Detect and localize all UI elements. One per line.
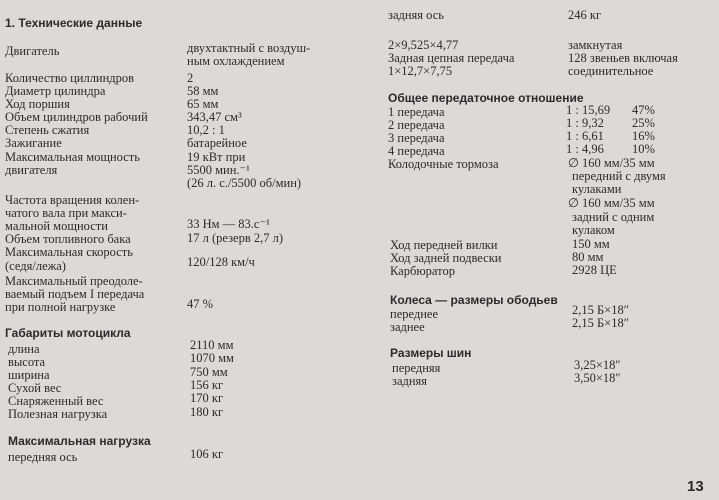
rear-axle-value: 246 кг bbox=[568, 8, 602, 22]
tire-rear-value: 3,50×18″ bbox=[574, 371, 621, 385]
curb-weight-label: Снаряженный вес bbox=[8, 394, 104, 408]
ratio-heading: Общее передаточное отношение bbox=[388, 91, 584, 105]
gear-1-label: 1 передача bbox=[388, 105, 445, 119]
width-value: 750 мм bbox=[190, 365, 228, 379]
gear-4-label: 4 передача bbox=[388, 144, 445, 158]
cylinders-value: 2 bbox=[187, 71, 194, 85]
stroke-value: 65 мм bbox=[187, 97, 219, 111]
carburetor-label: Карбюратор bbox=[390, 264, 455, 278]
tire-front-label: передняя bbox=[392, 361, 441, 375]
tires-heading: Размеры шин bbox=[390, 346, 472, 360]
rear-axle-label: задняя ось bbox=[388, 8, 444, 22]
gear-2-ratio: 1 : 9,32 bbox=[566, 116, 604, 130]
engine-label: Двигатель bbox=[5, 44, 60, 58]
crank-speed-label-end: мальной мощности bbox=[5, 219, 108, 233]
gear-1-ratio: 1 : 15,69 bbox=[566, 103, 611, 117]
brakes-label: Колодочные тормоза bbox=[388, 157, 499, 171]
displacement-label: Объем цилиндров рабочий bbox=[5, 110, 148, 124]
brakes-front-desc-cont: кулаками bbox=[572, 182, 622, 196]
curb-weight-value: 170 кг bbox=[190, 391, 224, 405]
carburetor-value: 2928 ЦЕ bbox=[572, 263, 617, 277]
rims-heading: Колеса — размеры ободьев bbox=[390, 293, 558, 307]
max-power-label: Максимальная мощность bbox=[5, 150, 140, 164]
length-value: 2110 мм bbox=[190, 338, 234, 352]
max-speed-label-cont: (седя/лежа) bbox=[5, 259, 66, 273]
brakes-rear-size: ∅ 160 мм/35 мм bbox=[568, 196, 655, 210]
tire-rear-label: задняя bbox=[392, 374, 428, 388]
chain-label: Задная цепная передача bbox=[388, 51, 515, 65]
chain-spec-2: 1×12,7×7,75 bbox=[388, 64, 453, 78]
stroke-label: Ход поршия bbox=[5, 97, 70, 111]
brakes-rear-desc: задний с одним bbox=[572, 210, 655, 224]
crank-speed-label-cont: чатого вала при макси- bbox=[5, 206, 127, 220]
max-power-hp: (26 л. с./5500 об/мин) bbox=[187, 176, 302, 190]
brakes-front-desc: передний с двумя bbox=[572, 169, 666, 183]
rear-travel-value: 80 мм bbox=[572, 250, 604, 264]
fork-travel-value: 150 мм bbox=[572, 237, 610, 251]
chain-value-cont: 128 звеньев включая bbox=[568, 51, 678, 65]
max-speed-value: 120/128 км/ч bbox=[187, 255, 255, 269]
gear-3-label: 3 передача bbox=[388, 131, 445, 145]
gear-2-label: 2 передача bbox=[388, 118, 445, 132]
crank-speed-label: Частота вращения колен- bbox=[5, 193, 140, 207]
front-axle-label: передняя ось bbox=[8, 450, 78, 464]
tire-front-value: 3,25×18″ bbox=[574, 358, 621, 372]
gear-1-pct: 47% bbox=[632, 103, 655, 117]
compression-label: Степень сжатия bbox=[5, 123, 90, 137]
max-grade-value: 47 % bbox=[187, 297, 214, 311]
bore-value: 58 мм bbox=[187, 84, 219, 98]
page-number: 13 bbox=[687, 478, 704, 495]
payload-value: 180 кг bbox=[190, 405, 224, 419]
payload-label: Полезная нагрузка bbox=[8, 407, 108, 421]
dry-weight-label: Сухой вес bbox=[8, 381, 62, 395]
cylinders-label: Количество циллиндров bbox=[5, 71, 135, 85]
rim-front-value: 2,15 Б×18″ bbox=[572, 303, 629, 317]
fuel-tank-label: Объем топливного бака bbox=[5, 232, 131, 246]
height-label: высота bbox=[8, 355, 46, 369]
compression-value: 10,2 : 1 bbox=[187, 123, 225, 137]
max-power-label-cont: двигателя bbox=[5, 163, 58, 177]
rim-rear-value: 2,15 Б×18″ bbox=[572, 316, 629, 330]
max-power-rpm: 5500 мин.⁻¹ bbox=[187, 163, 250, 177]
chain-value: замкнутая bbox=[568, 38, 623, 52]
fork-travel-label: Ход передней вилки bbox=[390, 238, 498, 252]
brakes-front-size: ∅ 160 мм/35 мм bbox=[568, 156, 655, 170]
dry-weight-value: 156 кг bbox=[190, 378, 224, 392]
bore-label: Диаметр цилиндра bbox=[5, 84, 106, 98]
front-axle-value: 106 кг bbox=[190, 447, 224, 461]
max-power-value: 19 кВт при bbox=[187, 150, 246, 164]
width-label: ширина bbox=[8, 368, 50, 382]
ignition-value: батарейное bbox=[187, 136, 247, 150]
length-label: длина bbox=[8, 342, 40, 356]
max-grade-label-cont: ваемый подъем I передача bbox=[5, 287, 145, 301]
brakes-rear-desc-cont: кулаком bbox=[572, 223, 615, 237]
fuel-tank-value: 17 л (резерв 2,7 л) bbox=[187, 231, 284, 245]
max-grade-label-end: при полной нагрузке bbox=[5, 300, 116, 314]
gear-3-ratio: 1 : 6,61 bbox=[566, 129, 604, 143]
gear-4-pct: 10% bbox=[632, 142, 655, 156]
dimensions-heading: Габариты мотоцикла bbox=[5, 326, 131, 340]
ignition-label: Зажигание bbox=[5, 136, 62, 150]
displacement-value: 343,47 см³ bbox=[187, 110, 242, 124]
gear-2-pct: 25% bbox=[632, 116, 655, 130]
gear-4-ratio: 1 : 4,96 bbox=[566, 142, 604, 156]
engine-value: двухтактный с воздуш- bbox=[187, 41, 311, 55]
max-speed-label: Максимальная скорость bbox=[5, 245, 133, 259]
chain-spec-1: 2×9,525×4,77 bbox=[388, 38, 459, 52]
rim-front-label: переднее bbox=[390, 307, 439, 321]
section-heading: 1. Технические данные bbox=[5, 16, 143, 30]
chain-value-end: соединительное bbox=[568, 64, 654, 78]
rear-travel-label: Ход задней подвески bbox=[390, 251, 502, 265]
rim-rear-label: заднее bbox=[390, 320, 425, 334]
max-grade-label: Максимальный преодоле- bbox=[5, 274, 143, 288]
crank-speed-value: 33 Нм — 83.с⁻¹ bbox=[187, 217, 270, 231]
max-load-heading: Максимальная нагрузка bbox=[8, 434, 151, 448]
gear-3-pct: 16% bbox=[632, 129, 655, 143]
engine-value-cont: ным охлаждением bbox=[187, 54, 285, 68]
height-value: 1070 мм bbox=[190, 351, 234, 365]
